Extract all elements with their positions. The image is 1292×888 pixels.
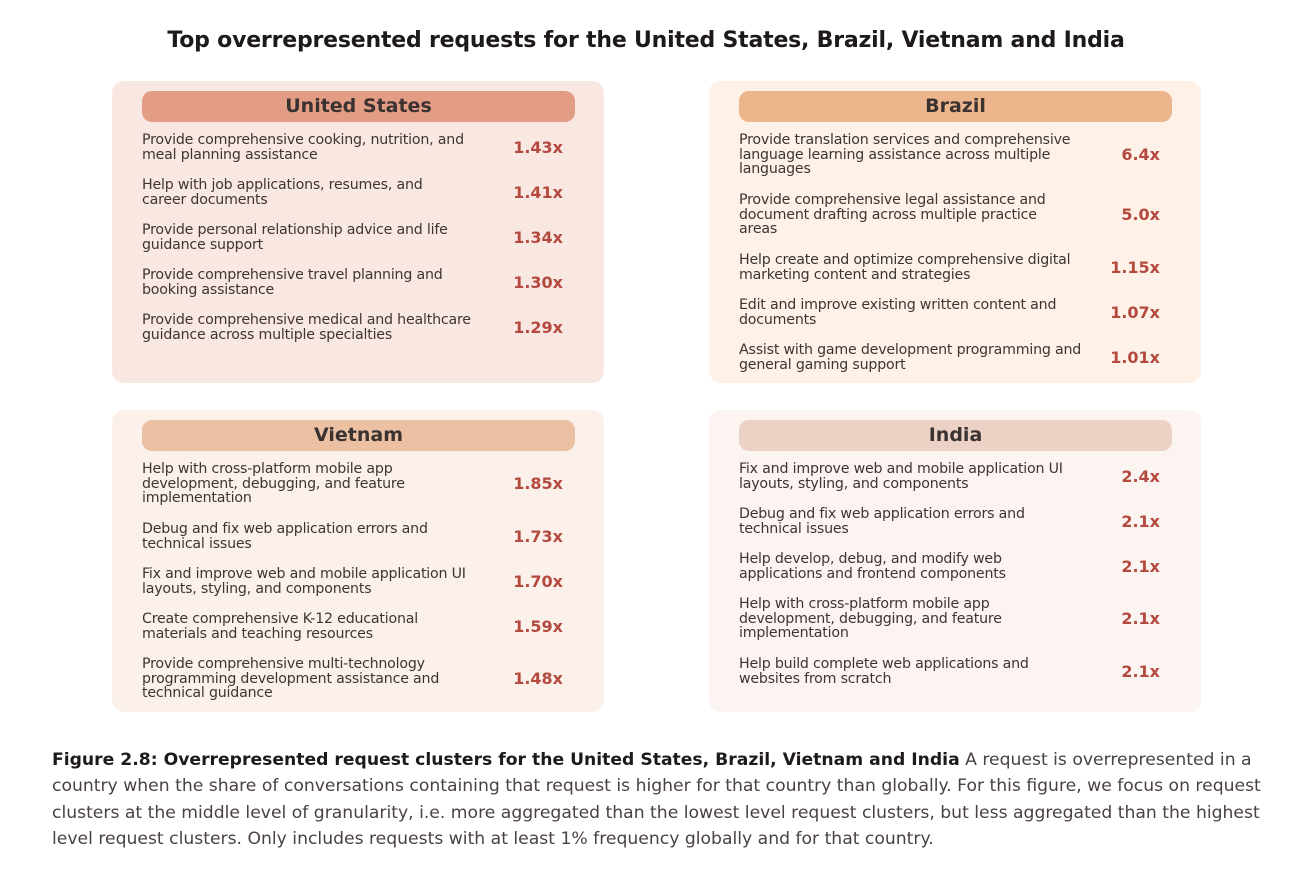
figure-title: Top overrepresented requests for the United States, Brazil, Vietnam and India <box>167 28 1125 53</box>
table-row <box>739 253 1172 282</box>
caption-heading: Figure 2.8: Overrepresented request clusters for the United States, Brazil, Vietnam and India <box>52 750 960 770</box>
table-row <box>739 343 1172 372</box>
panel-india <box>709 410 1201 712</box>
request-label: Assist with game development programming and general gaming support <box>739 342 1082 373</box>
overrepresentation-value: 1.41x <box>513 183 563 203</box>
overrepresentation-value: 2.1x <box>1121 662 1160 682</box>
overrepresentation-value: 1.29x <box>513 318 563 338</box>
request-label: Fix and improve web and mobile application UI layouts, styling, and components <box>142 566 466 597</box>
request-label: Provide translation services and comprehensive language learning assistance across multiple languages <box>739 132 1071 178</box>
request-label: Help with cross-platform mobile app development, debugging, and feature implementation <box>142 461 405 507</box>
table-row <box>142 223 575 252</box>
panel-header-brazil: Brazil <box>739 91 1172 122</box>
request-label: Fix and improve web and mobile application UI layouts, styling, and components <box>739 461 1063 492</box>
request-label: Provide comprehensive multi-technology programming development assistance and technical guidance <box>142 656 440 702</box>
overrepresentation-value: 1.70x <box>513 572 563 592</box>
panel-header-india: India <box>739 420 1172 451</box>
request-label: Help build complete web applications and websites from scratch <box>739 656 1029 687</box>
overrepresentation-value: 2.1x <box>1121 557 1160 577</box>
panel-united-states <box>112 81 604 383</box>
overrepresentation-value: 1.59x <box>513 617 563 637</box>
table-row <box>142 522 575 551</box>
panel-header-united-states: United States <box>142 91 575 122</box>
caption-body: A request is overrepresented in a country when the share of conversations containing that request is higher for that country than globally. For this figure, we focus on request clusters at the middle level of granularity, i.e. more aggregated than the lowest level request clusters, but less aggregated than the highest level request clusters. Only includes requests with at least 1% frequency globally and for that country. <box>52 750 1261 850</box>
request-label: Help with cross-platform mobile app development, debugging, and feature implementation <box>739 596 1002 642</box>
overrepresentation-value: 1.34x <box>513 228 563 248</box>
table-row <box>142 612 575 641</box>
overrepresentation-value: 1.01x <box>1110 348 1160 368</box>
request-label: Edit and improve existing written content and documents <box>739 297 1057 328</box>
overrepresentation-value: 1.07x <box>1110 303 1160 323</box>
request-label: Provide comprehensive cooking, nutrition, and meal planning assistance <box>142 132 464 163</box>
request-label: Help develop, debug, and modify web applications and frontend components <box>739 551 1006 582</box>
table-row <box>142 133 575 162</box>
request-label: Debug and fix web application errors and technical issues <box>739 506 1025 537</box>
overrepresentation-value: 1.85x <box>513 474 563 494</box>
overrepresentation-value: 2.4x <box>1121 467 1160 487</box>
table-row <box>142 178 575 207</box>
request-label: Debug and fix web application errors and technical issues <box>142 521 428 552</box>
request-label: Provide comprehensive legal assistance and document drafting across multiple practice areas <box>739 192 1046 238</box>
table-row <box>739 193 1172 237</box>
overrepresentation-value: 1.73x <box>513 527 563 547</box>
request-label: Help with job applications, resumes, and career documents <box>142 177 423 208</box>
panel-vietnam <box>112 410 604 712</box>
figure-caption <box>52 747 1264 853</box>
panel-header-vietnam: Vietnam <box>142 420 575 451</box>
request-label: Provide comprehensive medical and healthcare guidance across multiple specialties <box>142 312 471 343</box>
table-row <box>142 567 575 596</box>
table-row <box>142 313 575 342</box>
request-label: Provide comprehensive travel planning and booking assistance <box>142 267 443 298</box>
overrepresentation-value: 5.0x <box>1121 205 1160 225</box>
table-row <box>739 597 1172 641</box>
table-row <box>142 462 575 506</box>
table-row <box>739 507 1172 536</box>
table-row <box>739 657 1172 686</box>
request-label: Help create and optimize comprehensive digital marketing content and strategies <box>739 252 1071 283</box>
overrepresentation-value: 1.48x <box>513 669 563 689</box>
table-row <box>739 462 1172 491</box>
overrepresentation-value: 1.15x <box>1110 258 1160 278</box>
request-label: Provide personal relationship advice and life guidance support <box>142 222 448 253</box>
table-row <box>142 657 575 701</box>
table-row <box>142 268 575 297</box>
overrepresentation-value: 2.1x <box>1121 609 1160 629</box>
table-row <box>739 298 1172 327</box>
table-row <box>739 133 1172 177</box>
overrepresentation-value: 1.30x <box>513 273 563 293</box>
overrepresentation-value: 6.4x <box>1121 145 1160 165</box>
overrepresentation-value: 2.1x <box>1121 512 1160 532</box>
table-row <box>739 552 1172 581</box>
overrepresentation-value: 1.43x <box>513 138 563 158</box>
panel-brazil <box>709 81 1201 383</box>
request-label: Create comprehensive K-12 educational materials and teaching resources <box>142 611 419 642</box>
